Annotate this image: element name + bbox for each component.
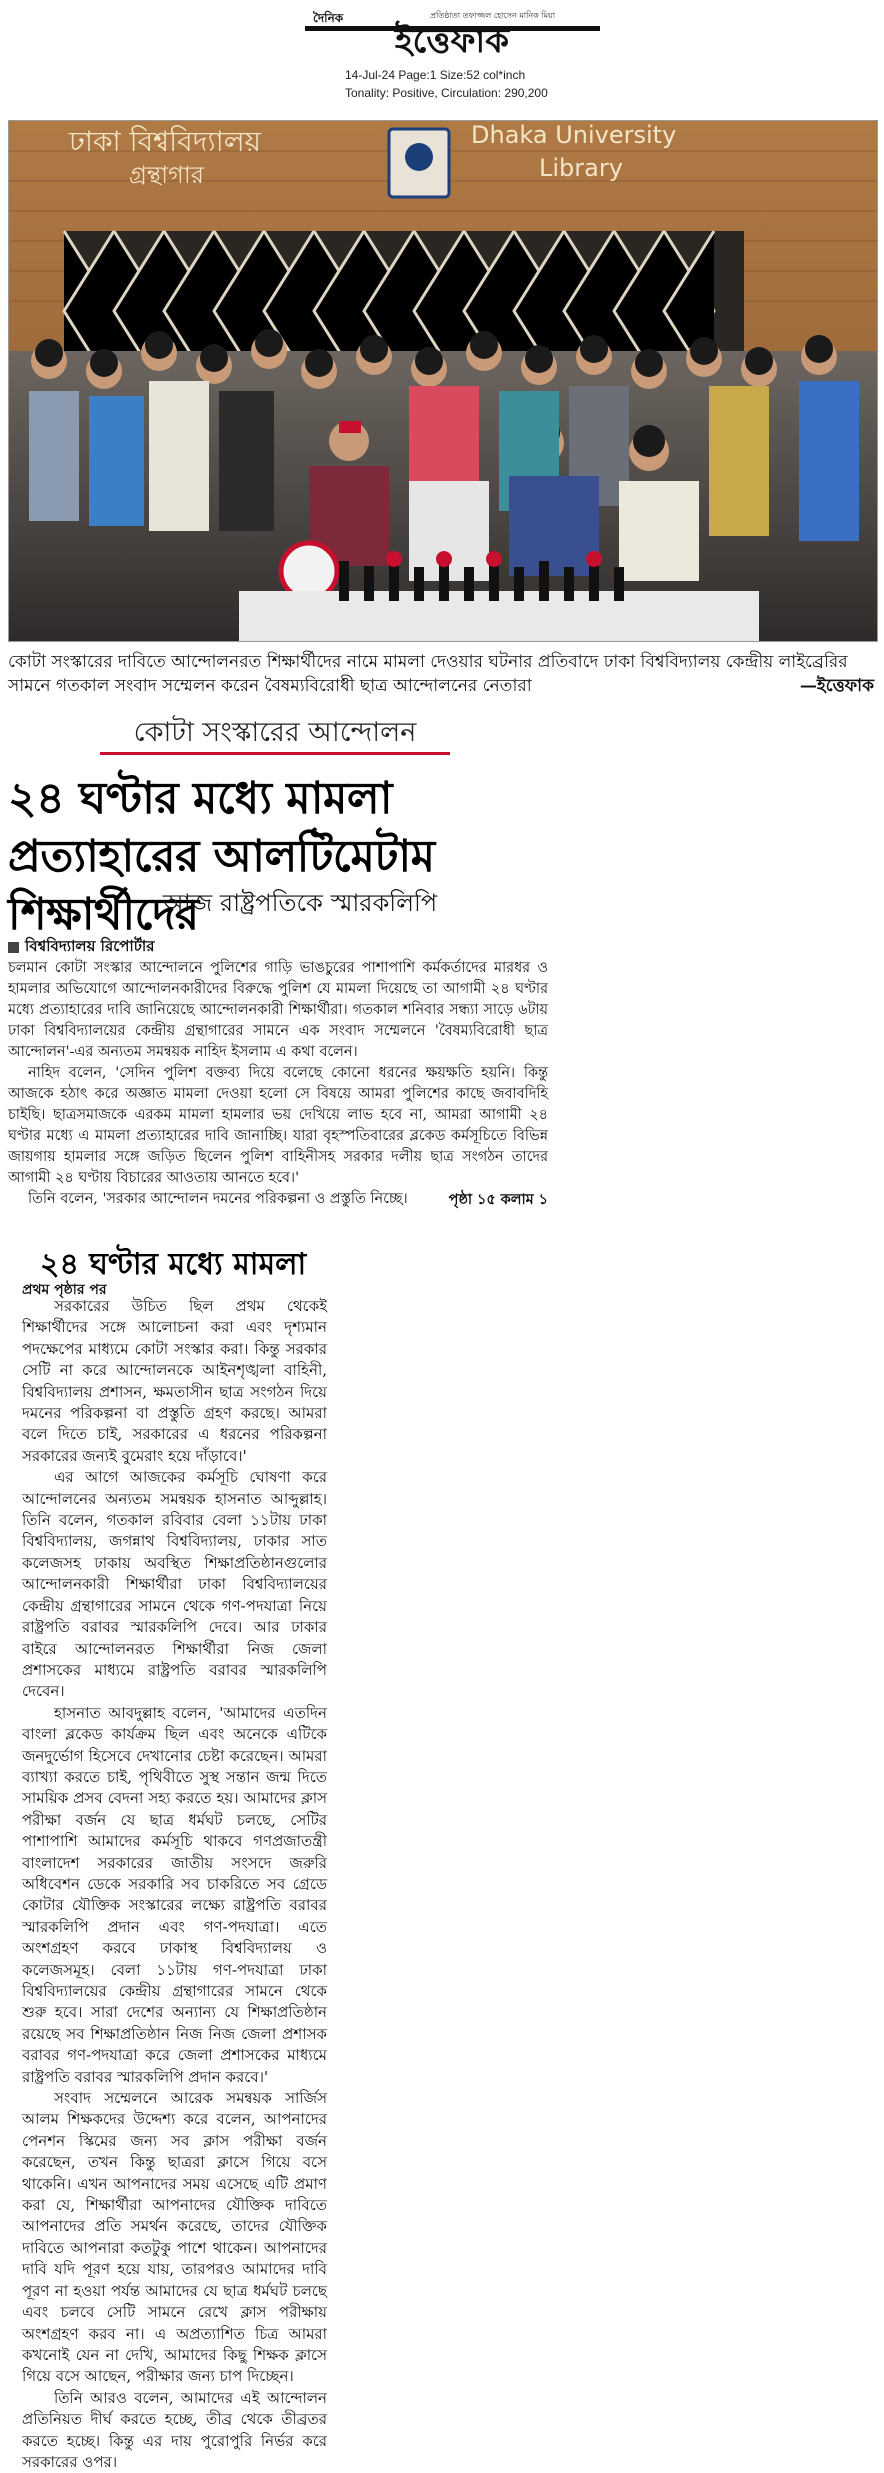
caption-credit: —ইত্তেফাক — [799, 676, 874, 696]
body-paragraph: সংবাদ সম্মেলনে আরেক সমন্বয়ক সার্জিস আলম শিক্ষকদের উদ্দেশ্য করে বলেন, আপনাদের পেনশন স্কিমের জন্য সব ক্লাস পরীক্ষা বর্জন করেছেন, তখন কিন্তু ছাত্ররা ক্লাসে গিয়ে বসে থাকেনি। এখন আপনাদের সময় এসেছে এটি প্রমাণ করা যে, শিক্ষার্থীরা আপনাদের যৌক্তিক দাবিতে আপনাদের প্রতি সমর্থন করেছে, তাদের যৌক্তিক দাবিতে আপনারা কতটুকু পাশে থাকেন। আপনাদের দাবি যদি পূরণ হয়ে যায়, তারপরও আমাদের দাবি পূরণ না হওয়া পর্যন্ত আমাদের যে ছাত্র ধর্মঘট চলছে এবং চলবে সেটি সামনে রেখে ক্লাস পরীক্ষায় অংশগ্রহণ করব না। এ অপ্রত্যাশিত চিত্র আমরা কখনোই যেন না দেখি, আমাদের কিছু শিক্ষক ক্লাসে গিয়ে বসে আছেন, পরীক্ষার জন্য চাপ দিচ্ছেন। — [22, 2089, 327, 2386]
photo-caption — [8, 650, 874, 698]
subheadline: আজ রাষ্ট্রপতিকে স্মারকলিপি — [162, 889, 438, 917]
clipping-meta-line-1: 14-Jul-24 Page:1 Size:52 col*inch — [345, 68, 526, 82]
headline: ২৪ ঘণ্টার মধ্যে মামলা প্রত্যাহারের আলটিমেটাম শিক্ষার্থীদের — [8, 773, 435, 940]
body-paragraph: সরকারের উচিত ছিল প্রথম থেকেই শিক্ষার্থীদের সঙ্গে আলোচনা করা এবং দৃশ্যমান পদক্ষেপের মাধ্যমে কোটা সংস্কার করা। কিন্তু সরকার সেটি না করে আন্দোলনকে আইনশৃঙ্খলা বাহিনী, বিশ্ববিদ্যালয় প্রশাসন, ক্ষমতাসীন ছাত্র সংগঠন দিয়ে দমনের পরিকল্পনা বা প্রস্তুতি গ্রহণ করছে। আমরা বলে দিতে চাই, সরকারের এ ধরনের পরিকল্পনা সরকারের জন্যই বুমেরাং হয়ে দাঁড়াবে।' — [22, 1297, 327, 1465]
body-paragraph: এর আগে আজকের কর্মসূচি ঘোষণা করে আন্দোলনের অন্যতম সমন্বয়ক হাসনাত আব্দুল্লাহ। তিনি বলেন, গতকাল রবিবার বেলা ১১টায় ঢাকা বিশ্ববিদ্যালয়, জগন্নাথ বিশ্ববিদ্যালয়, ঢাকার সাত কলেজসহ ঢাকায় অবস্থিত শিক্ষাপ্রতিষ্ঠানগুলোর আন্দোলনকারী শিক্ষার্থীরা ঢাকা বিশ্ববিদ্যালয়ের কেন্দ্রীয় গ্রন্থাগারের সামনে থেকে গণ-পদযাত্রা নিয়ে রাষ্ট্রপতি বরাবর স্মারকলিপি দেবে। আর ঢাকার বাইরে আন্দোলনরত শিক্ষার্থীরা নিজ জেলা প্রশাসকের মাধ্যমে রাষ্ট্রপতি বরাবর স্মারকলিপি দেবেন। — [22, 1468, 327, 1701]
byline-text: বিশ্ববিদ্যালয় রিপোর্টার — [25, 937, 155, 955]
masthead — [0, 0, 884, 110]
continuation-title: ২৪ ঘণ্টার মধ্যে মামলা — [40, 1247, 307, 1282]
lead-paragraph-text: তিনি বলেন, 'সরকার আন্দোলন দমনের পরিকল্পনা ও প্রস্তুতি নিচ্ছে। — [28, 1191, 408, 1207]
kicker-underline — [100, 752, 450, 755]
lead-paragraph — [8, 1189, 548, 1210]
svg-text:গ্রন্থাগার: গ্রন্থাগার — [129, 161, 204, 189]
founder-tagline: প্রতিষ্ঠাতা তফাজ্জল হোসেন মানিক মিয়া — [430, 11, 556, 20]
byline — [8, 935, 155, 960]
sign-bangla-text: ঢাকা বিশ্ববিদ্যালয় — [69, 125, 262, 158]
body-paragraph: তিনি আরও বলেন, আমাদের এই আন্দোলন প্রতিনিয়ত দীর্ঘ করতে হচ্ছে, তীব্র থেকে তীব্রতর করতে হচ্ছে। কিন্তু এর দায় পুরোপুরি নির্ভর করে সরকারের ওপর। — [22, 2388, 327, 2471]
continuation-body — [22, 1296, 327, 2471]
clipping-meta-line-2: Tonality: Positive, Circulation: 290,200 — [345, 86, 548, 100]
svg-text:Dhaka University: Dhaka University — [471, 121, 677, 149]
body-paragraph: হাসনাত আবদুল্লাহ বলেন, 'আমাদের এতদিন বাংলা ব্লকেড কার্যক্রম ছিল এবং অনেকে এটিকে জনদুর্ভোগ হিসেবে দেখানোর চেষ্টা করেছেন। আমরা ব্যাখ্যা করতে চাই, পৃথিবীতে সুস্থ সন্তান জন্ম দিতে সাময়িক প্রসব বেদনা সহ্য করতে হয়। আমাদের ক্লাস পরীক্ষা বর্জন যে ছাত্র ধর্মঘট চলছে, সেটির পাশাপাশি আমাদের কর্মসূচি থাকবে গণপ্রজাতন্ত্রী বাংলাদেশ সরকারের জাতীয় সংসদে জরুরি অধিবেশন ডেকে সরকারি সব চাকরিতে সব গ্রেডে কোটার যৌক্তিক সংস্কারের লক্ষ্যে রাষ্ট্রপতি বরাবর স্মারকলিপি প্রদান এবং গণ-পদযাত্রা। এতে অংশগ্রহণ করবে ঢাকাস্থ বিশ্ববিদ্যালয় ও কলেজসমূহ। বেলা ১১টায় গণ-পদযাত্রা ঢাকা বিশ্ববিদ্যালয়ের কেন্দ্রীয় গ্রন্থাগারের সামনে থেকে শুরু হবে। সারা দেশের অন্যান্য যে শিক্ষাপ্রতিষ্ঠান রয়েছে সব শিক্ষাপ্রতিষ্ঠান নিজ নিজ জেলা প্রশাসক বরাবর গণ-পদযাত্রা করে জেলা প্রশাসকের মাধ্যমে রাষ্ট্রপতি বরাবর স্মারকলিপি প্রদান করবে।' — [22, 1703, 327, 2086]
kicker: কোটা সংস্কারের আন্দোলন — [133, 717, 417, 748]
svg-text:Library: Library — [539, 154, 623, 182]
megaphone-icon — [281, 543, 337, 599]
lead-paragraph: চলমান কোটা সংস্কার আন্দোলনে পুলিশের গাড়ি ভাঙচুরের পাশাপাশি কর্মকর্তাদের মারধর ও হামলার অভিযোগে আন্দোলনকারীদের বিরুদ্ধে পুলিশ যে মামলা দিয়েছে তা আগামী ২৪ ঘণ্টার মধ্যে প্রত্যাহারের দাবি জানিয়েছে আন্দোলনকারী শিক্ষার্থীরা। গতকাল শনিবার সন্ধ্যা সাড়ে ৬টায় ঢাকা বিশ্ববিদ্যালয়ের কেন্দ্রীয় গ্রন্থাগারের সামনে এক সংবাদ সম্মেলনে 'বৈষম্যবিরোধী ছাত্র আন্দোলন'-এর অন্যতম সমন্বয়ক নাহিদ ইসলাম এ কথা বলেন। — [8, 960, 548, 1060]
continuation-from: প্রথম পৃষ্ঠার পর — [22, 1282, 107, 1298]
logo-wordmark-icon — [305, 8, 600, 61]
press-conference-photo — [8, 120, 878, 642]
byline-square-icon — [8, 942, 19, 953]
svg-text:দৈনিক: দৈনিক — [313, 11, 344, 25]
jump-reference: পৃষ্ঠা ১৫ কলাম ১ — [448, 1191, 548, 1208]
svg-text:ইত্তেফাক: ইত্তেফাক — [394, 21, 510, 61]
ittefaq-logo — [305, 8, 600, 61]
lead-paragraph: নাহিদ বলেন, 'সেদিন পুলিশ বক্তব্য দিয়ে বলেছে কোনো ধরনের ক্ষয়ক্ষতি হয়নি। কিন্তু আজকে হঠাৎ করে অজ্ঞাত মামলা দেওয়া হলো সে বিষয়ে আমরা পুলিশের কাছে জবাবদিহি চাইছি। ছাত্রসমাজকে এরকম মামলা হামলার ভয় দেখিয়ে লাভ হবে না, আমরা আগামী ২৪ ঘণ্টার মধ্যে এ মামলা প্রত্যাহারের দাবি জানাচ্ছি। যারা বৃহস্পতিবারের ব্লকেড কর্মসূচিতে বিভিন্ন জায়গায় হামলার সঙ্গে জড়িত ছিলেন পুলিশ বাহিনীসহ সরকার দলীয় ছাত্র সংগঠন তাদের আগামী ২৪ ঘণ্টায় বিচারের আওতায় আনতে হবে।' — [8, 1065, 548, 1186]
caption-text: কোটা সংস্কারের দাবিতে আন্দোলনরত শিক্ষার্থীদের নামে মামলা দেওয়ার ঘটনার প্রতিবাদে ঢাকা বিশ্ববিদ্যালয় কেন্দ্রীয় লাইব্রেরির সামনে গতকাল সংবাদ সম্মেলন করেন বৈষম্যবিরোধী ছাত্র আন্দোলনের নেতারা — [8, 652, 848, 696]
lead-story — [8, 958, 548, 1210]
